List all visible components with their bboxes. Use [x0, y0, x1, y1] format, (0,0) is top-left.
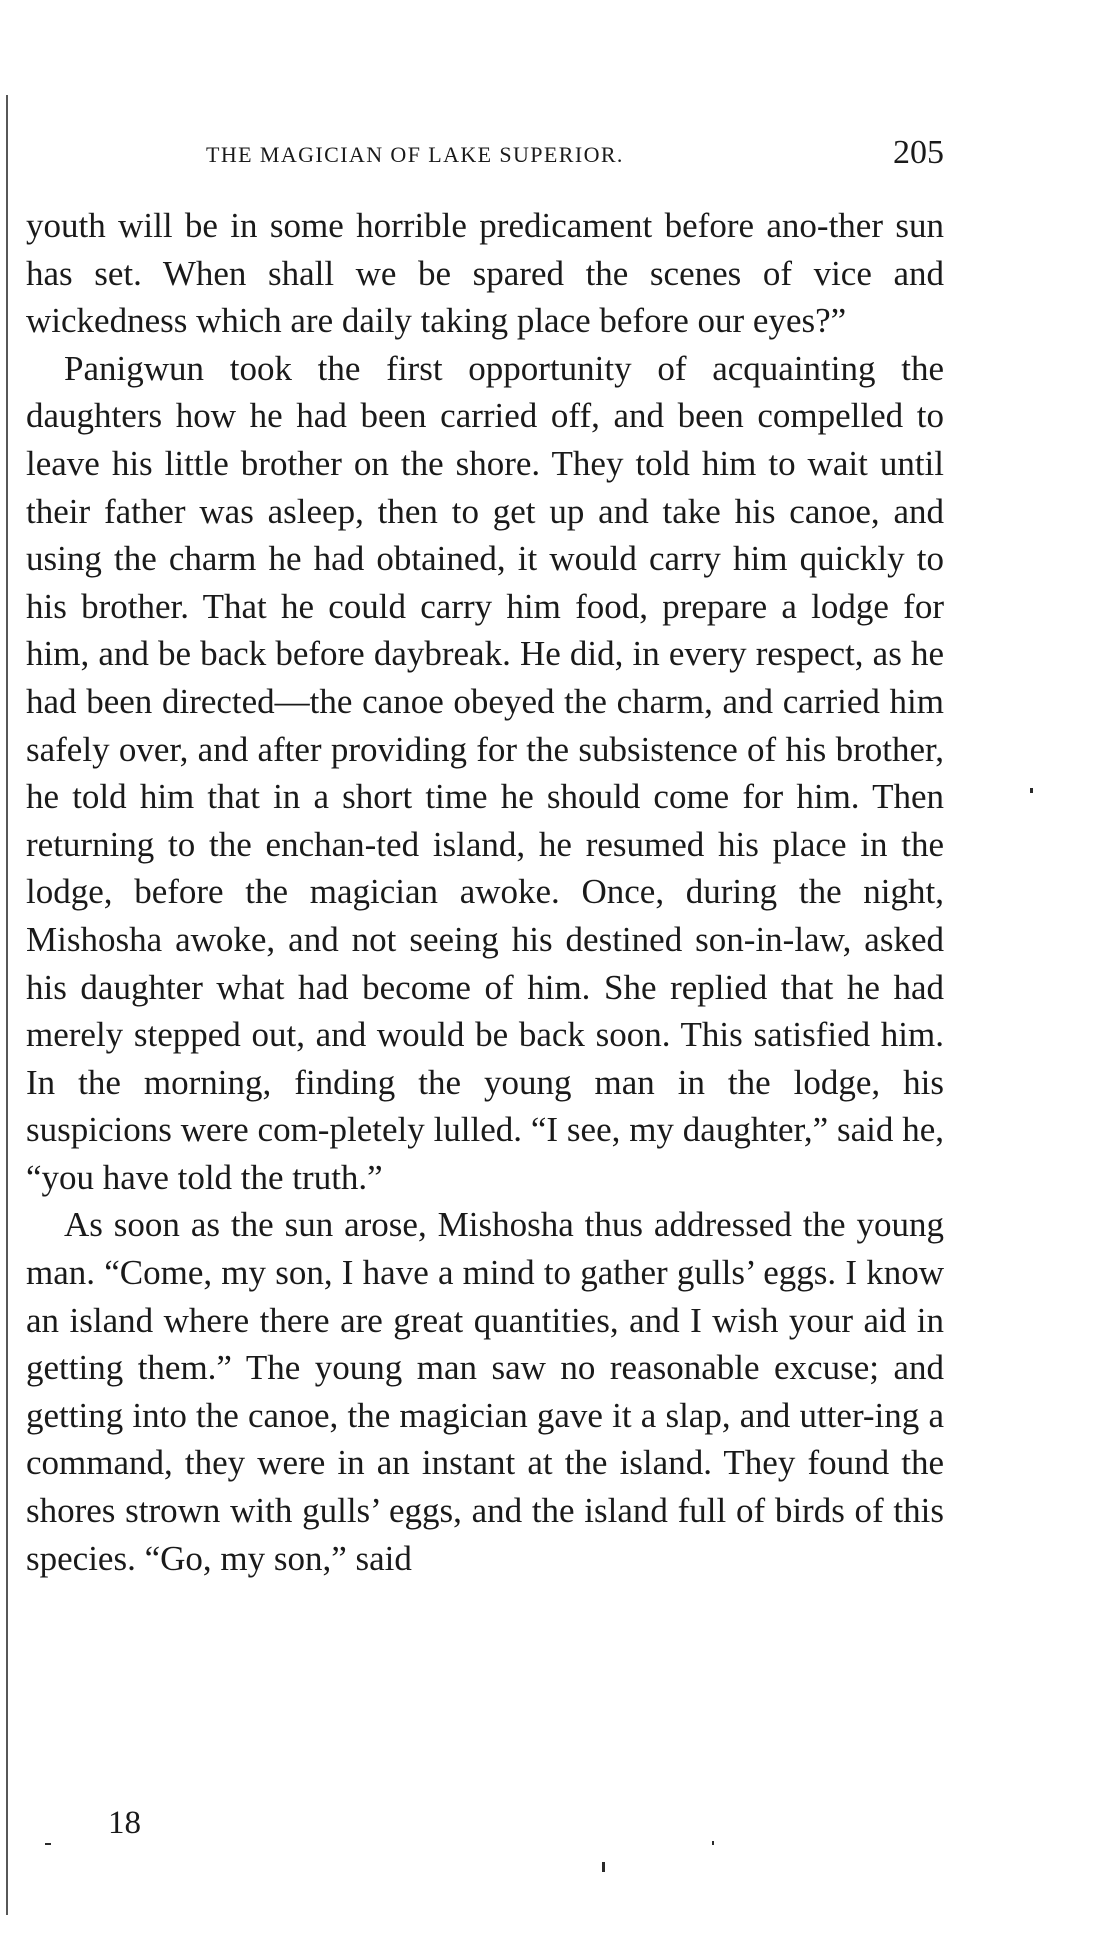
running-title: THE MAGICIAN OF LAKE SUPERIOR.: [206, 142, 624, 167]
page-number: 205: [893, 134, 944, 171]
paragraph: As soon as the sun arose, Mishosha thus addressed the young man. “Come, my son, I have a mind to gather gulls’ eggs. I know an island where there are great quantities, and I wish your aid in getting them.” The young man saw no reasonable excuse; and getting into the canoe, the magician gave it a slap, and utter-ing a command, they were in an instant at the island. They found the shores strown with gulls’ eggs, and the island full of birds of this species. “Go, my son,” said: [26, 1205, 944, 1578]
signature-mark: 18: [108, 1805, 141, 1841]
scan-speck: [1030, 788, 1033, 793]
scan-speck: [45, 1843, 51, 1845]
body-text: [26, 202, 944, 1582]
scan-speck: [712, 1841, 714, 1845]
paragraph-continuation: youth will be in some horrible predicament before ano-ther sun has set. When shall we be spared the scenes of vice and wickedness which are daily taking place before our eyes?”: [26, 206, 944, 341]
page-edge-rule: [6, 95, 8, 1915]
running-head: [206, 134, 944, 178]
paragraph: Panigwun took the first opportunity of acquainting the daughters how he had been carried off, and been compelled to leave his little brother on the shore. They told him to wait until their father was asleep, then to get up and take his canoe, and using the charm he had obtained, it would carry him quickly to his brother. That he could carry him food, prepare a lodge for him, and be back before daybreak. He did, in every respect, as he had been directed—the canoe obeyed the charm, and carried him safely over, and after providing for the subsistence of his brother, he told him that in a short time he should come for him. Then returning to the enchan-ted island, he resumed his place in the lodge, before the magician awoke. Once, during the night, Mishosha awoke, and not seeing his destined son-in-law, asked his daughter what had become of him. She replied that he had merely stepped out, and would be back soon. This satisfied him. In the morning, finding the young man in the lodge, his suspicions were com-pletely lulled. “I see, my daughter,” said he, “you have told the truth.”: [26, 348, 944, 1197]
scan-speck: [602, 1862, 605, 1872]
